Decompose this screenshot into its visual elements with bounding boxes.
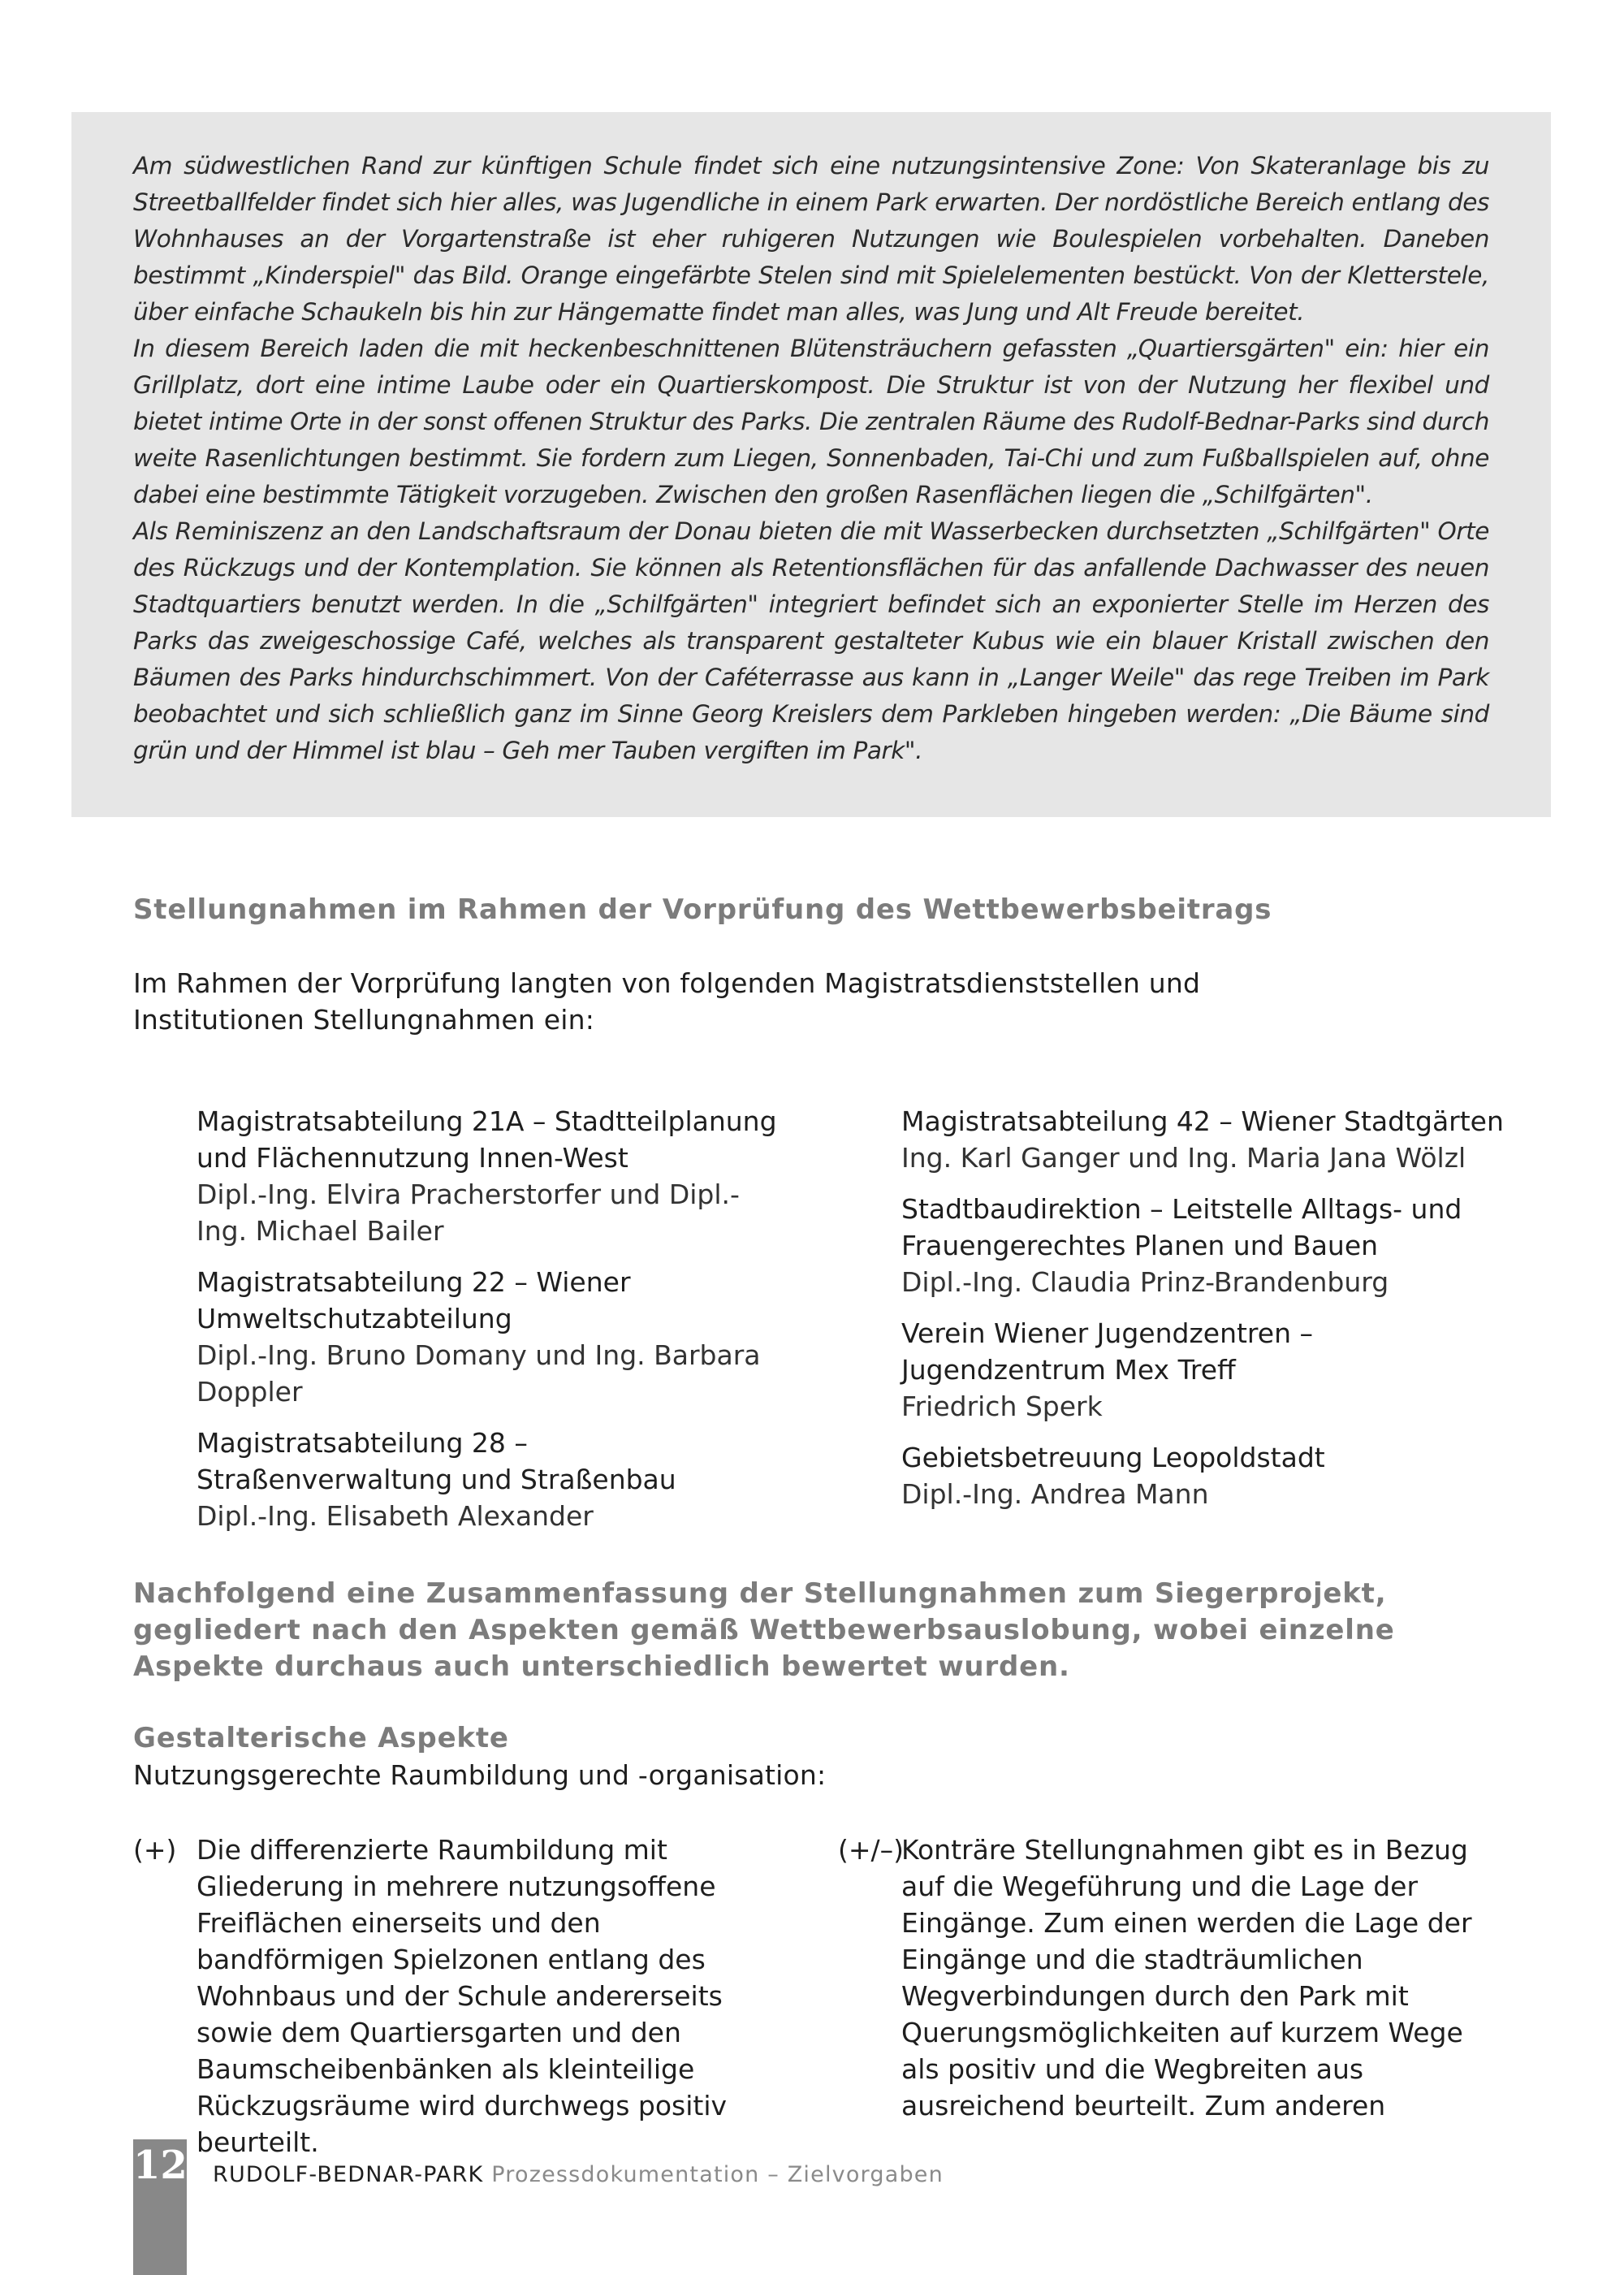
statement-org: Magistratsabteilung 22 – Wiener Umweltschutzabteilung [197, 1266, 631, 1334]
statement-persons: Dipl.-Ing. Elvira Pracherstorfer und Dipl.-Ing. Michael Bailer [197, 1179, 740, 1247]
statement-entry [901, 1191, 1518, 1300]
footer-title: RUDOLF-BEDNAR-PARK [213, 2162, 484, 2187]
page-number: 12 [133, 2143, 188, 2188]
section-heading-statements: Stellungnahmen im Rahmen der Vorprüfung des Wettbewerbsbeitrags [133, 893, 1272, 926]
statement-org: Verein Wiener Jugendzentren – Jugendzentrum Mex Treff [901, 1317, 1313, 1386]
intro-paragraph: Am südwestlichen Rand zur künftigen Schule findet sich eine nutzungsintensive Zone: Von Skateranlage bis zu Streetballfelder findet sich hier alles, was Jugendliche in einem Park erwarten. Der nordöstliche Bereich entlang des Wohnhauses an der Vorgartenstraße ist eher ruhigeren Nutzungen wie Boulespielen vorbehalten. Daneben bestimmt „Kinderspiel" das Bild. Orange eingefärbte Stelen sind mit Spielelementen bestückt. Von der Kletterstele, über einfache Schaukeln bis hin zur Hängematte findet man alles, was Jung und Alt Freude bereitet. [133, 152, 1489, 326]
statement-persons: Dipl.-Ing. Elisabeth Alexander [197, 1500, 594, 1532]
statements-left-column [197, 1103, 781, 1549]
summary-text: Nachfolgend eine Zusammenfassung der Stellungnahmen zum Siegerprojekt, gegliedert nach den Aspekten gemäß Wettbewerbsauslobung, wobei einzelne Aspekte durchaus auch unterschiedlich bewertet wurden. [133, 1577, 1395, 1683]
statement-entry [901, 1315, 1518, 1425]
aspect-text: Die differenzierte Raumbildung mit Gliederung in mehrere nutzungsoffene Freiflächen einerseits und den bandförmigen Spielzonen entlang des Wohnbaus und der Schule andererseits sowie dem Quartiersgarten und den Baumscheibenbänken als kleinteilige Rückzugsräume wird durchwegs positiv beurteilt. [197, 1834, 728, 2158]
aspect-mark: (+/–) [838, 1834, 905, 1866]
statement-entry [197, 1103, 781, 1249]
statement-org: Magistratsabteilung 21A – Stadtteilplanung und Flächennutzung Innen-West [197, 1105, 777, 1174]
aspect-item [838, 1832, 1488, 2124]
aspect-mark: (+) [133, 1834, 177, 1866]
statements-intro: Im Rahmen der Vorprüfung langten von folgenden Magistratsdienststellen und Institutionen Stellungnahmen ein: [133, 967, 1201, 1036]
statement-entry [197, 1264, 781, 1410]
statement-org: Magistratsabteilung 28 – Straßenverwaltung und Straßenbau [197, 1427, 676, 1495]
footer-subtitle: Prozessdokumentation – Zielvorgaben [491, 2162, 944, 2187]
statements-right-column [901, 1103, 1518, 1527]
aspect-text: Konträre Stellungnahmen gibt es in Bezug auf die Wegeführung und die Lage der Eingänge. Zum einen werden die Lage der Eingänge und die stadträumlichen Wegverbindungen durch den Park mit Querungsmöglichkeiten auf kurzem Wege als positiv und die Wegbreiten aus ausreichend beurteilt. Zum anderen [901, 1834, 1472, 2121]
footer [213, 2162, 944, 2187]
intro-box [71, 112, 1551, 817]
intro-paragraph: In diesem Bereich laden die mit heckenbeschnittenen Blütensträuchern gefassten „Quartiersgärten" ein: hier ein Grillplatz, dort eine intime Laube oder ein Quartierskompost. Die Struktur ist von der Nutzung her flexibel und bietet intime Orte in der sonst offenen Struktur des Parks. Die zentralen Räume des Rudolf-Bednar-Parks sind durch weite Rasenlichtungen bestimmt. Sie fordern zum Liegen, Sonnenbaden, Tai-Chi und zum Fußballspielen auf, ohne dabei eine bestimmte Tätigkeit vorzugeben. Zwischen den großen Rasenflächen liegen die „Schilfgärten". [133, 335, 1489, 508]
aspect-item [133, 1832, 783, 2160]
section-heading-design: Gestalterische Aspekte [133, 1722, 509, 1754]
statement-org: Gebietsbetreuung Leopoldstadt [901, 1442, 1325, 1473]
statement-persons: Ing. Karl Ganger und Ing. Maria Jana Wölzl [901, 1142, 1466, 1174]
statement-entry [197, 1425, 781, 1534]
statement-entry [901, 1103, 1518, 1176]
statement-persons: Dipl.-Ing. Claudia Prinz-Brandenburg [901, 1266, 1389, 1298]
statement-persons: Friedrich Sperk [901, 1391, 1103, 1422]
statement-org: Stadtbaudirektion – Leitstelle Alltags- und Frauengerechtes Planen und Bauen [901, 1193, 1462, 1261]
statement-org: Magistratsabteilung 42 – Wiener Stadtgärten [901, 1105, 1504, 1137]
design-subheading: Nutzungsgerechte Raumbildung und -organisation: [133, 1759, 827, 1791]
statement-persons: Dipl.-Ing. Bruno Domany und Ing. Barbara Doppler [197, 1339, 761, 1408]
intro-paragraph: Als Reminiszenz an den Landschaftsraum der Donau bieten die mit Wasserbecken durchsetzten „Schilfgärten" Orte des Rückzugs und der Kontemplation. Sie können als Retentionsflächen für das anfallende Dachwasser des neuen Stadtquartiers benutzt werden. In die „Schilfgärten" integriert befindet sich an exponierter Stelle im Herzen des Parks das zweigeschossige Café, welches als transparent gestalteter Kubus wie ein blauer Kristall zwischen den Bäumen des Parks hindurchschimmert. Von der Caféterrasse aus kann in „Langer Weile" das rege Treiben im Park beobachtet und sich schließlich ganz im Sinne Georg Kreislers dem Parkleben hingeben werden: „Die Bäume sind grün und der Himmel ist blau – Geh mer Tauben vergiften im Park". [133, 517, 1489, 764]
statement-entry [901, 1439, 1518, 1512]
statement-persons: Dipl.-Ing. Andrea Mann [901, 1478, 1209, 1510]
